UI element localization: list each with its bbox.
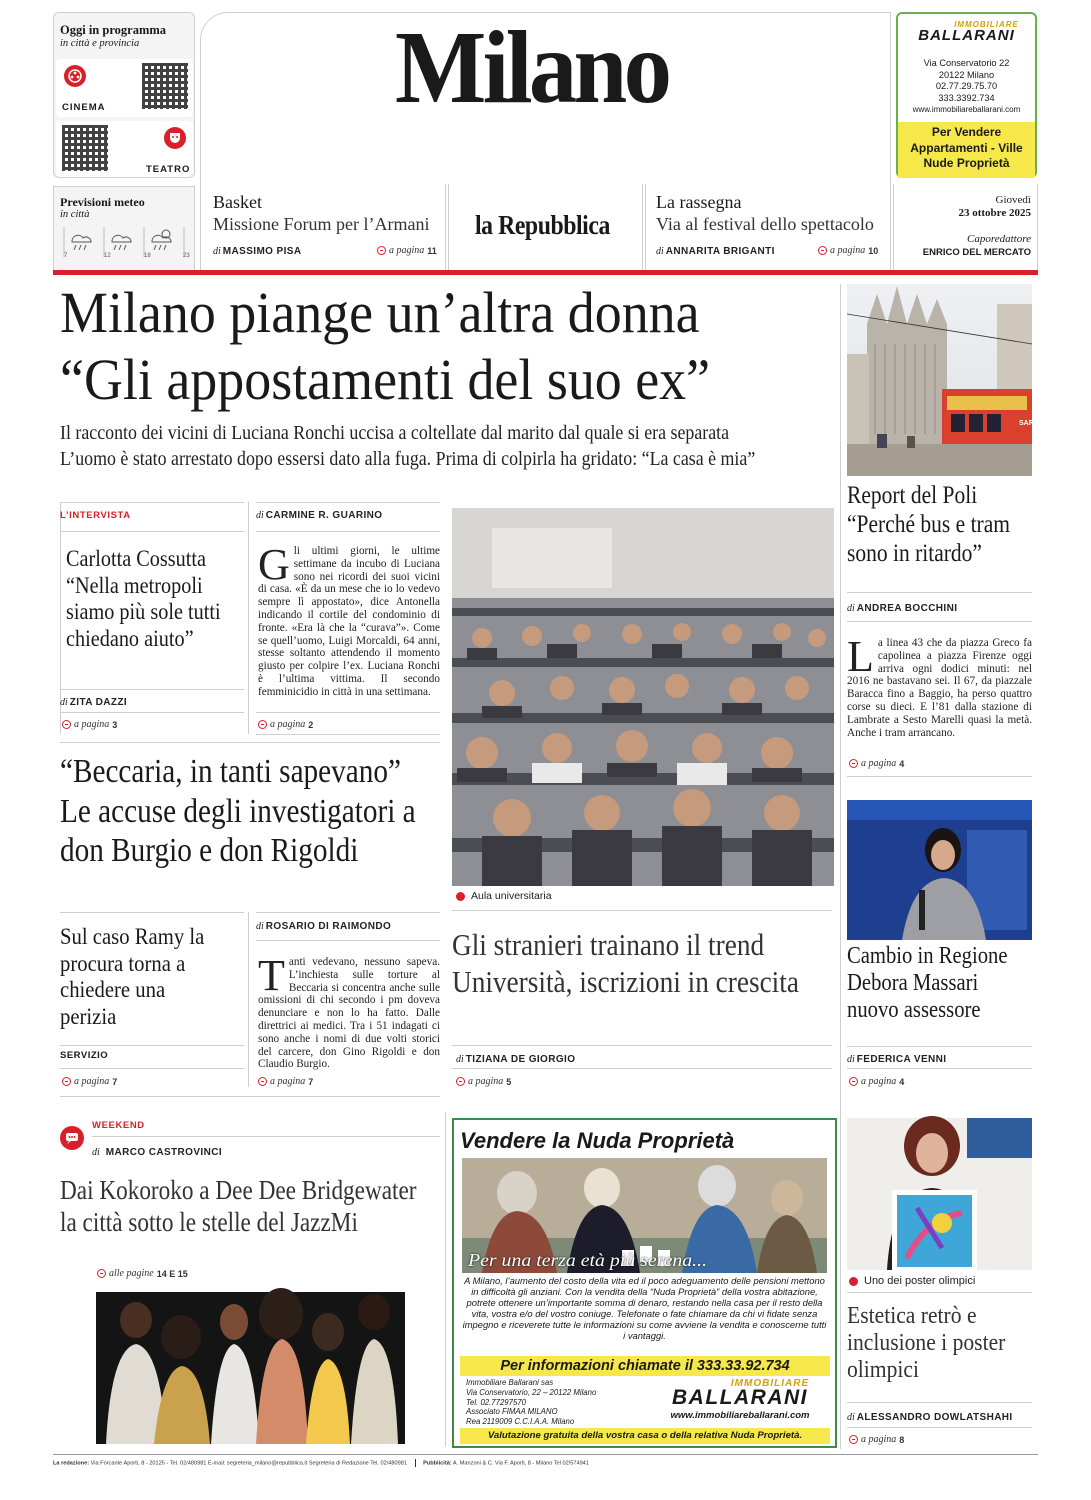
guarino-ref-text: a pagina <box>270 719 306 730</box>
jazz-band-photo <box>96 1292 405 1444</box>
arrow-icon <box>97 1269 106 1278</box>
guarino-text: li ultimi giorni, le ultime settimane da incubo di Luciana sono nei ricordi dei suoi vicini di casa. «È da un mese che io lo vedevo sempre lì appostato», dice Antonella indicando il cortile del condominio di fronte. «Era là che la “curava”». Come se quell’uomo, Luigi Morcaldi, 64 anni, stesse soltanto attendendo il momento giusto per colpire l’ex. Luciana Ronchi è l’ultima vittima. Il secondo femminicidio in città in una settimana. <box>258 545 440 698</box>
programma-title: Oggi in programma <box>60 23 167 37</box>
regione-author: FEDERICA VENNI <box>856 1054 947 1065</box>
lead-headline-2[interactable]: “Gli appostamenti del suo ex” <box>60 347 711 412</box>
poli-ref-text: a pagina <box>861 758 897 769</box>
red-rule <box>53 270 1038 275</box>
ramy-label: SERVIZIO <box>60 1050 109 1061</box>
basket-author: MASSIMO PISA <box>222 246 302 257</box>
date-day: Giovedì <box>995 194 1031 206</box>
meteo-box <box>53 186 195 270</box>
poster-page-ref[interactable] <box>849 1434 904 1445</box>
arrow-icon <box>849 1435 858 1444</box>
ad-top-brand: BALLARANI <box>918 27 1015 44</box>
programma-box <box>53 12 195 178</box>
lead-sub-1: Il racconto dei vicini di Luciana Ronchi uccisa a coltellate dal marito dal quale si era separata <box>60 422 730 444</box>
guarino-di: di <box>256 510 264 521</box>
massari-photo <box>847 800 1032 940</box>
basket-page-ref[interactable] <box>377 245 437 256</box>
repubblica-logo[interactable]: la Repubblica <box>475 210 610 240</box>
basket-di: di <box>213 246 221 257</box>
rassegna-page-ref[interactable] <box>818 245 878 256</box>
raimondo-ref-text: a pagina <box>270 1076 306 1087</box>
arrow-icon <box>456 1077 465 1086</box>
aula-caption-text: Aula universitaria <box>471 890 552 902</box>
poster-page-number: 8 <box>899 1434 905 1445</box>
poli-body <box>847 632 1032 739</box>
aula-photo <box>452 508 834 886</box>
chat-icon <box>60 1126 84 1150</box>
date-role: Caporedattore <box>967 233 1031 245</box>
raimondo-body <box>258 951 440 1071</box>
intervista-author: ZITA DAZZI <box>69 697 128 708</box>
raimondo-di: di <box>256 921 264 932</box>
camera-icon <box>456 892 465 901</box>
poster-caption-text: Uno dei poster olimpici <box>864 1275 976 1287</box>
nav-rassegna[interactable] <box>645 184 891 270</box>
tram-photo <box>847 284 1036 476</box>
arrow-icon <box>62 1077 71 1086</box>
basket-title: Missione Forum per l’Armani <box>213 214 430 234</box>
weekend-author: MARCO CASTROVINCI <box>105 1147 223 1158</box>
ad-company-line-5: Rea 2119009 C.C.I.A.A. Milano <box>466 1417 575 1427</box>
meteo-title: Previsioni meteo <box>60 195 145 209</box>
arrow-icon <box>62 720 71 729</box>
weekend-ref-text: alle pagine <box>109 1268 154 1279</box>
meteo-icons <box>62 225 190 259</box>
intervista-page-number: 3 <box>112 719 118 730</box>
cinema-icon[interactable] <box>64 65 86 87</box>
universita-headline[interactable]: Gli stranieri trainano il trend Università, iscrizioni in crescita <box>452 927 799 999</box>
ad-top-brand-small: IMMOBILIARE <box>954 20 1019 29</box>
date-box <box>893 184 1038 270</box>
universita-page-number: 5 <box>506 1076 512 1087</box>
meteo-hour-4: 23 <box>183 253 190 259</box>
ad-top-web: www.immobiliareballarani.com <box>912 105 1021 114</box>
ad-script-line: Per una terza età più serena... <box>468 1250 708 1270</box>
guarino-author: CARMINE R. GUARINO <box>265 510 383 521</box>
intervista-box-border <box>60 502 244 504</box>
lead-headline-1[interactable]: Milano piange un’altra donna <box>60 280 700 345</box>
basket-kicker: Basket <box>213 192 262 212</box>
raimondo-page-ref[interactable] <box>258 1076 313 1087</box>
date-full: 23 ottobre 2025 <box>958 207 1031 219</box>
meteo-subtitle: in città <box>60 209 90 220</box>
nav-logo-box <box>448 184 643 270</box>
meteo-hour-3: 18 <box>144 253 151 259</box>
ad-bottom-brand-small: IMMOBILIARE <box>730 1378 810 1389</box>
arrow-icon <box>258 1077 267 1086</box>
ramy-title[interactable]: Sul caso Ramy la procura torna a chiedere una perizia <box>60 924 205 1029</box>
poster-ref-text: a pagina <box>861 1434 897 1445</box>
meteo-hour-1: 7 <box>64 253 68 259</box>
rassegna-di: di <box>656 246 664 257</box>
cinema-label[interactable]: CINEMA <box>62 102 106 113</box>
guarino-page-number: 2 <box>308 719 314 730</box>
date-editor: ENRICO DEL MERCATO <box>922 247 1031 258</box>
ad-company-line-2: Via Conservatorio, 22 – 20122 Milano <box>466 1387 597 1397</box>
ad-phone-line[interactable]: Per informazioni chiamate il 333.33.92.734 <box>460 1356 830 1376</box>
footer-redazione: Via Forcante Aporti, 8 - 20125 - Tel. 02/480981 E-mail: segreteria_milano@repubblica.it Segreteria di Redazione Tel. 02/480981 <box>90 1460 407 1467</box>
arrow-icon <box>849 759 858 768</box>
ramy-page-number: 7 <box>112 1076 118 1087</box>
masthead-title: Milano <box>395 10 669 125</box>
intervista-di: di <box>60 697 68 708</box>
ad-bottom-brand: BALLARANI <box>672 1386 808 1409</box>
camera-icon <box>849 1277 858 1286</box>
regione-title[interactable]: Cambio in Regione Debora Massari nuovo assessore <box>847 943 1008 1023</box>
ramy-ref-text: a pagina <box>74 1076 110 1087</box>
raimondo-page-number: 7 <box>308 1076 314 1087</box>
teatro-icon[interactable] <box>164 127 186 149</box>
poli-title[interactable]: Report del Poli “Perché bus e tram sono in ritardo” <box>847 482 1010 567</box>
guarino-dropcap: G <box>258 540 290 589</box>
footer-pubblicita: A. Manzoni & C. Via F. Aporti, 8 - Milano Tel 02/574941 <box>452 1460 589 1467</box>
ad-title: Vendere la Nuda Proprietà <box>460 1128 735 1153</box>
rassegna-title: Via al festival dello spettacolo <box>656 214 874 234</box>
poster-title[interactable]: Estetica retrò e inclusione i poster olimpici <box>847 1303 1006 1383</box>
universita-ref-text: a pagina <box>468 1076 504 1087</box>
ballarani-ad-top[interactable] <box>896 12 1037 178</box>
teatro-label[interactable]: TEATRO <box>146 164 191 175</box>
universita-page-ref[interactable] <box>456 1076 511 1087</box>
basket-page-number: 11 <box>427 245 437 256</box>
poli-di: di <box>847 603 855 614</box>
rassegna-kicker: La rassegna <box>656 192 742 212</box>
meteo-hour-2: 12 <box>104 253 111 259</box>
arrow-icon <box>818 246 827 255</box>
raimondo-dropcap: T <box>258 951 285 1000</box>
poli-author: ANDREA BOCCHINI <box>856 603 958 614</box>
footer <box>53 1459 589 1467</box>
weekend-page-ref[interactable] <box>97 1268 188 1279</box>
arrow-icon <box>849 1077 858 1086</box>
intervista-kicker: L’INTERVISTA <box>60 510 131 521</box>
weekend-di: di <box>92 1147 100 1158</box>
poster-photo <box>847 1118 1032 1270</box>
cinema-qr-code[interactable] <box>142 63 188 109</box>
arrow-icon <box>377 246 386 255</box>
arrow-icon <box>258 720 267 729</box>
ad-footer: Valutazione gratuita della vostra casa o della relativa Nuda Proprietà. <box>460 1428 830 1444</box>
nav-basket[interactable] <box>200 184 446 270</box>
rassegna-ref-text: a pagina <box>830 245 866 256</box>
ad-top-phone1: 02.77.29.75.70 <box>935 81 998 91</box>
poster-caption <box>849 1275 975 1287</box>
ad-company-line-4: Associato FIMAA MILANO <box>466 1407 558 1417</box>
intervista-title[interactable]: Carlotta Cossutta “Nella metropoli siamo più sole tutti chiedano aiuto” <box>66 546 221 651</box>
ad-elderly-photo <box>462 1158 827 1273</box>
poli-text: a linea 43 che da piazza Greco fa capolinea a piazza Firenze oggi arriva ogni dodici minuti: nel 2016 ne bastavano sei. Il 67, da piazzale Baracca fino a Baggio, ha perso quattro corse su dieci. E l’81 dalla stazione di Lambrate a Sesto Marelli quasi la metà. Anche i tram arrancano. <box>847 637 1032 739</box>
basket-ref-text: a pagina <box>389 245 425 256</box>
poli-dropcap: L <box>847 632 874 681</box>
intervista-page-ref[interactable] <box>62 719 117 730</box>
aula-caption <box>456 890 552 902</box>
poster-di: di <box>847 1412 855 1423</box>
poster-author: ALESSANDRO DOWLATSHAHI <box>856 1412 1013 1423</box>
universita-di: di <box>456 1054 464 1065</box>
lead-sub-2: L’uomo è stato arrestato dopo essersi dato alla fuga. Prima di colpirla ha gridato: “La casa è mia” <box>60 448 756 470</box>
ad-company-info <box>466 1378 596 1427</box>
ad-top-phone2: 333.3392.734 <box>938 92 995 103</box>
ad-company-line-1: Immobiliare Ballarani sas <box>466 1378 554 1387</box>
regione-page-number: 4 <box>899 1076 905 1087</box>
regione-di: di <box>847 1054 855 1065</box>
tram-sign: SARI <box>1019 420 1036 427</box>
teatro-qr-code[interactable] <box>62 125 108 171</box>
ad-top-address2: 20122 Milano <box>938 69 995 80</box>
footer-redazione-label: La redazione: <box>53 1460 90 1467</box>
ad-company-line-3: Tel. 02.77297570 <box>466 1397 526 1407</box>
regione-page-ref[interactable] <box>849 1076 904 1087</box>
weekend-page-number: 14 E 15 <box>156 1268 188 1279</box>
universita-author: TIZIANA DE GIORGIO <box>465 1054 576 1065</box>
weekend-kicker: WEEKEND <box>92 1120 145 1131</box>
ad-top-address1: Via Conservatorio 22 <box>923 58 1010 68</box>
intervista-ref-text: a pagina <box>74 719 110 730</box>
footer-pubblicita-label: Pubblicità: <box>423 1460 452 1467</box>
ad-bottom-web[interactable]: www.immobiliareballarani.com <box>670 1410 810 1421</box>
ramy-page-ref[interactable] <box>62 1076 117 1087</box>
beccaria-headline[interactable]: “Beccaria, in tanti sapevano” Le accuse degli investigatori a don Burgio e don Rigoldi <box>60 753 416 869</box>
ad-top-tagline: Per Vendere Appartamenti - Ville Nude Proprietà <box>898 122 1035 178</box>
nuda-proprieta-ad[interactable] <box>452 1118 837 1448</box>
raimondo-author: ROSARIO DI RAIMONDO <box>265 921 392 932</box>
guarino-page-ref[interactable] <box>258 719 313 730</box>
poli-page-number: 4 <box>899 758 905 769</box>
programma-subtitle: in città e provincia <box>60 38 140 49</box>
poli-page-ref[interactable] <box>849 758 904 769</box>
weekend-headline[interactable]: Dai Kokoroko a Dee Dee Bridgewater la città sotto le stelle del JazzMi <box>60 1175 417 1237</box>
guarino-body <box>258 540 440 699</box>
regione-ref-text: a pagina <box>861 1076 897 1087</box>
rassegna-page-number: 10 <box>868 245 879 256</box>
raimondo-text: anti vedevano, nessuno sapeva. L’inchiesta sulle torture al Beccaria si concentra anche sulle omissioni di chi secondo i pm doveva denunciare e non lo ha fatto. Dalle direttrici ai medici. Tra i 51 indagati ci sono anche i nomi di due volti storici del carcere, don Gino Rigoldi e don Claudio Burgio. <box>258 956 440 1071</box>
rassegna-author: ANNARITA BRIGANTI <box>665 246 775 257</box>
ad-body: A Milano, l’aumento del costo della vita ed il poco adeguamento delle pensioni mettono in difficoltà gli anziani. Con la vendita della “Nuda Proprietà” della vostra abitazione, potrete ottenere un’importante somma di denaro, restando nella casa per il resto della vita, vostra e/o del vostro coniuge. Telefonate o fate chiamare da chi vi fidate senza impegno e riceverete tutte le informazioni su come avviene la vendita e conoscerne tutti i vantaggi. <box>462 1275 827 1341</box>
